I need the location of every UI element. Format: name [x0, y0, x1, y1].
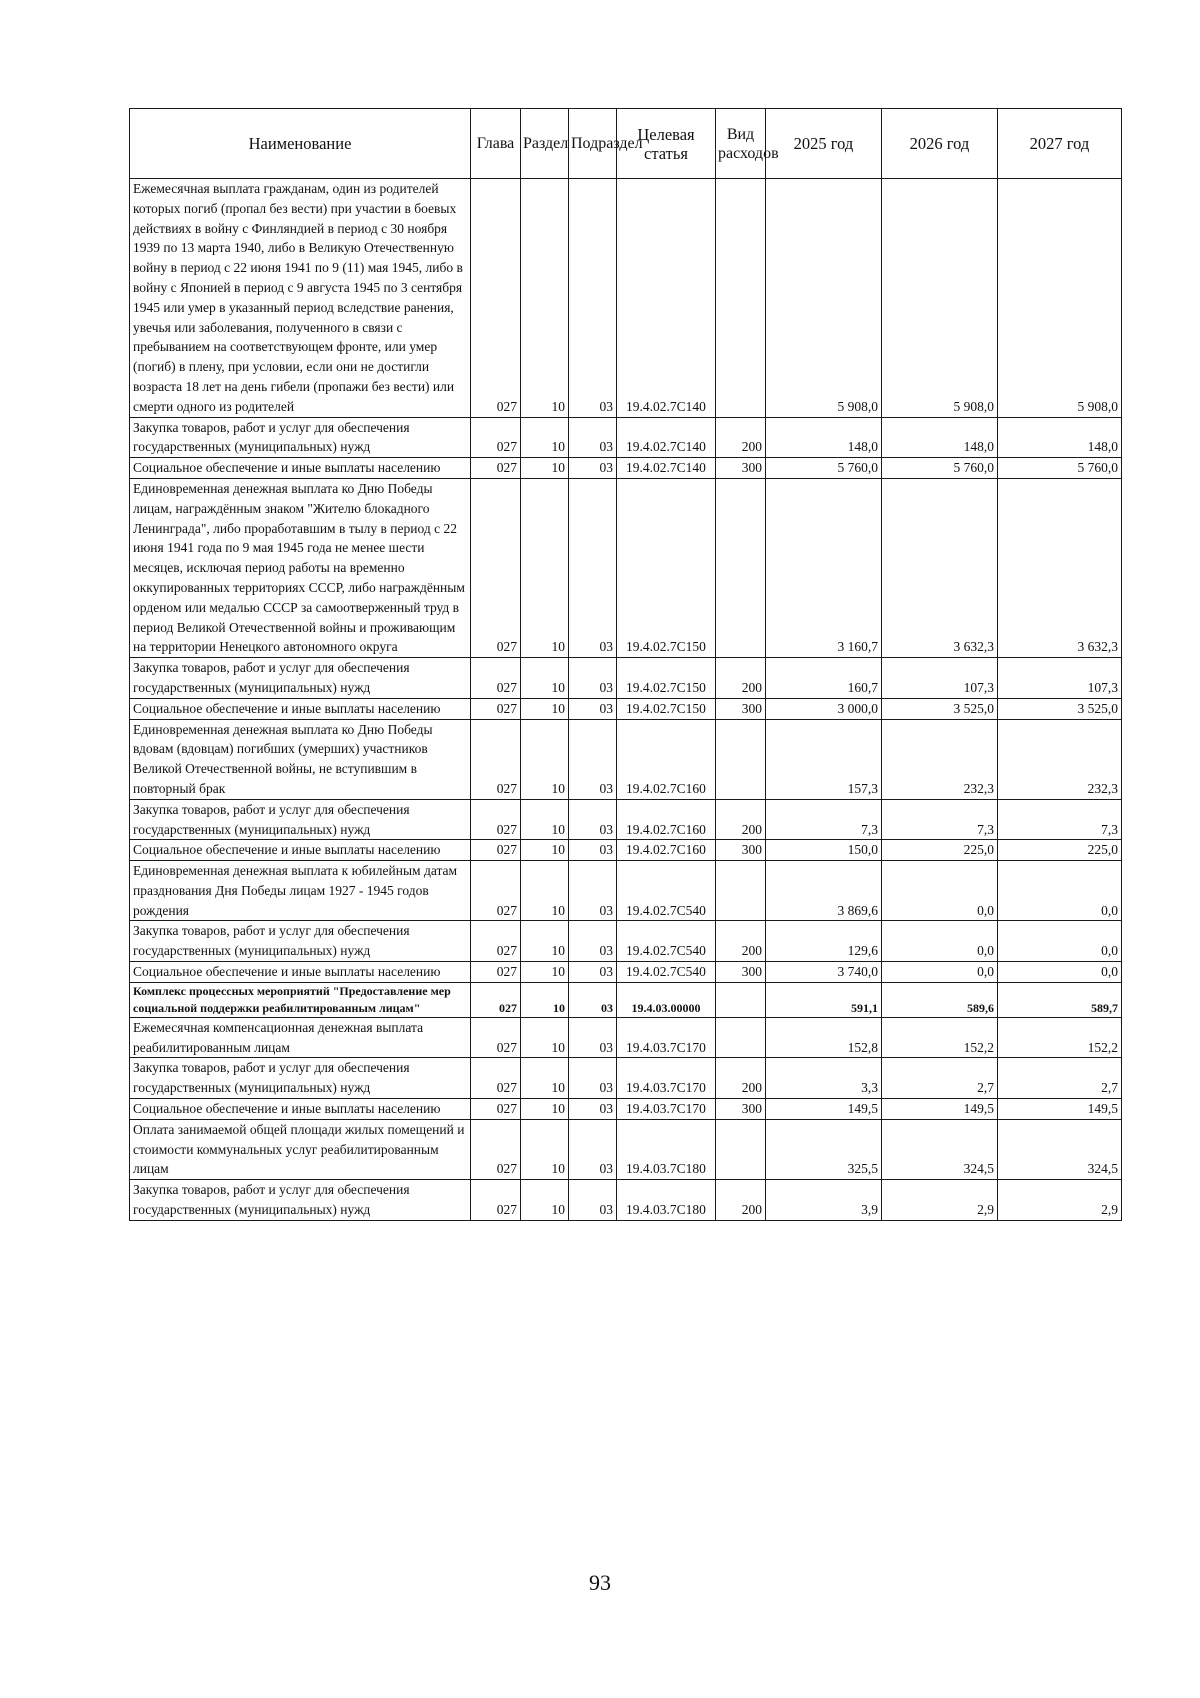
row-chapter: 027: [471, 962, 521, 983]
row-section: 10: [521, 458, 569, 479]
row-name: Закупка товаров, работ и услуг для обеспечения государственных (муниципальных) нужд: [130, 799, 471, 840]
header-chapter: Глава: [471, 109, 521, 179]
row-chapter: 027: [471, 1017, 521, 1058]
row-value-2027: 324,5: [998, 1119, 1122, 1179]
row-expense-type: 300: [716, 458, 766, 479]
row-value-2027: 5 760,0: [998, 458, 1122, 479]
row-target: 19.4.02.7С140: [617, 458, 716, 479]
row-value-2027: 225,0: [998, 840, 1122, 861]
row-value-2026: 589,6: [882, 982, 998, 1017]
row-expense-type: 200: [716, 658, 766, 699]
table-row: [130, 719, 1122, 799]
row-value-2026: 107,3: [882, 658, 998, 699]
row-target: 19.4.02.7С540: [617, 962, 716, 983]
header-target: Целевая статья: [617, 109, 716, 179]
header-2027: 2027 год: [998, 109, 1122, 179]
row-value-2026: 149,5: [882, 1099, 998, 1120]
row-value-2027: 149,5: [998, 1099, 1122, 1120]
row-value-2025: 3 740,0: [766, 962, 882, 983]
row-value-2026: 232,3: [882, 719, 998, 799]
row-expense-type: [716, 1119, 766, 1179]
row-target: 19.4.02.7С140: [617, 179, 716, 418]
row-section: 10: [521, 1180, 569, 1221]
row-chapter: 027: [471, 458, 521, 479]
row-target: 19.4.02.7С540: [617, 921, 716, 962]
table-row: [130, 861, 1122, 921]
row-chapter: 027: [471, 1058, 521, 1099]
budget-table: [129, 108, 1122, 1221]
row-name: Единовременная денежная выплата к юбилейным датам празднования Дня Победы лицам 1927 - 1945 годов рождения: [130, 861, 471, 921]
row-expense-type: 200: [716, 1058, 766, 1099]
row-value-2027: 0,0: [998, 861, 1122, 921]
row-subsection: 03: [569, 1099, 617, 1120]
header-row: [130, 109, 1122, 179]
row-subsection: 03: [569, 840, 617, 861]
row-section: 10: [521, 962, 569, 983]
row-target: 19.4.02.7С140: [617, 417, 716, 458]
header-expense-type: Вид расходов: [716, 109, 766, 179]
row-expense-type: 200: [716, 921, 766, 962]
row-value-2027: 2,9: [998, 1180, 1122, 1221]
row-subsection: 03: [569, 658, 617, 699]
row-chapter: 027: [471, 840, 521, 861]
row-section: 10: [521, 921, 569, 962]
row-subsection: 03: [569, 1058, 617, 1099]
row-section: 10: [521, 861, 569, 921]
row-target: 19.4.02.7С160: [617, 799, 716, 840]
row-value-2027: 232,3: [998, 719, 1122, 799]
row-section: 10: [521, 179, 569, 418]
table-body: [130, 179, 1122, 1221]
row-subsection: 03: [569, 417, 617, 458]
row-chapter: 027: [471, 1099, 521, 1120]
row-value-2026: 148,0: [882, 417, 998, 458]
row-subsection: 03: [569, 921, 617, 962]
row-chapter: 027: [471, 1119, 521, 1179]
row-section: 10: [521, 799, 569, 840]
header-section: Раздел: [521, 109, 569, 179]
row-value-2027: 152,2: [998, 1017, 1122, 1058]
row-subsection: 03: [569, 1017, 617, 1058]
row-value-2025: 5 760,0: [766, 458, 882, 479]
row-target: 19.4.03.7С170: [617, 1099, 716, 1120]
row-value-2025: 157,3: [766, 719, 882, 799]
row-expense-type: [716, 1017, 766, 1058]
row-value-2027: 0,0: [998, 962, 1122, 983]
row-section: 10: [521, 982, 569, 1017]
table-row: [130, 799, 1122, 840]
row-chapter: 027: [471, 478, 521, 657]
row-name: Закупка товаров, работ и услуг для обеспечения государственных (муниципальных) нужд: [130, 417, 471, 458]
header-2025: 2025 год: [766, 109, 882, 179]
row-name: Закупка товаров, работ и услуг для обеспечения государственных (муниципальных) нужд: [130, 1180, 471, 1221]
row-chapter: 027: [471, 1180, 521, 1221]
row-section: 10: [521, 1119, 569, 1179]
table-header: [130, 109, 1122, 179]
row-section: 10: [521, 698, 569, 719]
row-name: Единовременная денежная выплата ко Дню Победы лицам, награждённым знаком "Жителю блокадного Ленинграда", либо проработавшим в тылу в период с 22 июня 1941 года по 9 мая 1945 года не менее шести месяцев, исключая период работы на временно оккупированных территориях СССР, либо награждённым орденом или медалью СССР за самоотверженный труд в период Великой Отечественной войны и проживающим на территории Ненецкого автономного округа: [130, 478, 471, 657]
row-section: 10: [521, 658, 569, 699]
row-value-2026: 3 525,0: [882, 698, 998, 719]
row-value-2025: 3 160,7: [766, 478, 882, 657]
row-target: 19.4.03.7С170: [617, 1058, 716, 1099]
row-name: Социальное обеспечение и иные выплаты населению: [130, 962, 471, 983]
row-value-2026: 0,0: [882, 962, 998, 983]
row-name: Закупка товаров, работ и услуг для обеспечения государственных (муниципальных) нужд: [130, 921, 471, 962]
row-name: Социальное обеспечение и иные выплаты населению: [130, 1099, 471, 1120]
row-name: Социальное обеспечение и иные выплаты населению: [130, 840, 471, 861]
row-value-2025: 3 869,6: [766, 861, 882, 921]
row-chapter: 027: [471, 921, 521, 962]
row-subsection: 03: [569, 799, 617, 840]
row-chapter: 027: [471, 698, 521, 719]
row-chapter: 027: [471, 658, 521, 699]
row-expense-type: 200: [716, 799, 766, 840]
row-name: Закупка товаров, работ и услуг для обеспечения государственных (муниципальных) нужд: [130, 658, 471, 699]
row-expense-type: [716, 478, 766, 657]
page-number: 93: [589, 1570, 611, 1595]
row-subsection: 03: [569, 1180, 617, 1221]
row-subsection: 03: [569, 478, 617, 657]
table-row: [130, 1119, 1122, 1179]
row-section: 10: [521, 719, 569, 799]
row-value-2025: 591,1: [766, 982, 882, 1017]
row-value-2025: 149,5: [766, 1099, 882, 1120]
row-value-2027: 2,7: [998, 1058, 1122, 1099]
row-section: 10: [521, 417, 569, 458]
row-expense-type: [716, 719, 766, 799]
row-target: 19.4.03.7С180: [617, 1119, 716, 1179]
row-value-2026: 152,2: [882, 1017, 998, 1058]
table-row: [130, 1180, 1122, 1221]
row-value-2027: 107,3: [998, 658, 1122, 699]
row-subsection: 03: [569, 861, 617, 921]
row-expense-type: 300: [716, 698, 766, 719]
table-row: [130, 962, 1122, 983]
row-section: 10: [521, 1099, 569, 1120]
row-target: 19.4.03.7С170: [617, 1017, 716, 1058]
table-row: [130, 698, 1122, 719]
row-expense-type: [716, 179, 766, 418]
row-value-2027: 148,0: [998, 417, 1122, 458]
row-subsection: 03: [569, 179, 617, 418]
row-value-2027: 0,0: [998, 921, 1122, 962]
row-value-2027: 589,7: [998, 982, 1122, 1017]
row-name: Социальное обеспечение и иные выплаты населению: [130, 458, 471, 479]
row-chapter: 027: [471, 982, 521, 1017]
row-name: Единовременная денежная выплата ко Дню Победы вдовам (вдовцам) погибших (умерших) участников Великой Отечественной войны, не вступившим в повторный брак: [130, 719, 471, 799]
row-target: 19.4.02.7С150: [617, 658, 716, 699]
row-subsection: 03: [569, 458, 617, 479]
row-expense-type: 200: [716, 1180, 766, 1221]
row-subsection: 03: [569, 962, 617, 983]
row-value-2026: 2,7: [882, 1058, 998, 1099]
row-name: Социальное обеспечение и иные выплаты населению: [130, 698, 471, 719]
row-expense-type: [716, 861, 766, 921]
table-row: [130, 478, 1122, 657]
row-subsection: 03: [569, 698, 617, 719]
row-target: 19.4.02.7С150: [617, 698, 716, 719]
row-name: Комплекс процессных мероприятий "Предоставление мер социальной поддержки реабилитированным лицам": [130, 982, 471, 1017]
row-value-2026: 324,5: [882, 1119, 998, 1179]
row-target: 19.4.02.7С160: [617, 719, 716, 799]
table-row: [130, 921, 1122, 962]
row-chapter: 027: [471, 417, 521, 458]
row-section: 10: [521, 1058, 569, 1099]
header-subsection: Подраздел: [569, 109, 617, 179]
row-section: 10: [521, 478, 569, 657]
row-name: Ежемесячная выплата гражданам, один из родителей которых погиб (пропал без вести) при участии в боевых действиях в войну с Финляндией в период с 30 ноября 1939 по 13 марта 1940, либо в Великую Отечественную войну в период с 22 июня 1941 по 9 (11) мая 1945, либо в войну с Японией в период с 9 августа 1945 по 3 сентября 1945 или умер в указанный период вследствие ранения, увечья или заболевания, полученного в связи с пребыванием на соответствующем фронте, или умер (погиб) в плену, при условии, если они не достигли возраста 18 лет на день гибели (пропажи без вести) или смерти одного из родителей: [130, 179, 471, 418]
row-chapter: 027: [471, 799, 521, 840]
header-2026: 2026 год: [882, 109, 998, 179]
row-name: Ежемесячная компенсационная денежная выплата реабилитированным лицам: [130, 1017, 471, 1058]
row-value-2026: 3 632,3: [882, 478, 998, 657]
table-row: [130, 1017, 1122, 1058]
row-section: 10: [521, 1017, 569, 1058]
row-target: 19.4.02.7С540: [617, 861, 716, 921]
row-section: 10: [521, 840, 569, 861]
row-expense-type: 200: [716, 417, 766, 458]
row-value-2027: 7,3: [998, 799, 1122, 840]
row-target: 19.4.03.7С180: [617, 1180, 716, 1221]
row-subsection: 03: [569, 1119, 617, 1179]
row-value-2026: 2,9: [882, 1180, 998, 1221]
row-value-2026: 0,0: [882, 921, 998, 962]
row-expense-type: 300: [716, 962, 766, 983]
row-name: Закупка товаров, работ и услуг для обеспечения государственных (муниципальных) нужд: [130, 1058, 471, 1099]
header-name: Наименование: [130, 109, 471, 179]
row-expense-type: [716, 982, 766, 1017]
row-value-2025: 160,7: [766, 658, 882, 699]
table-row: [130, 179, 1122, 418]
row-chapter: 027: [471, 861, 521, 921]
row-target: 19.4.02.7С160: [617, 840, 716, 861]
row-value-2027: 5 908,0: [998, 179, 1122, 418]
row-target: 19.4.02.7С150: [617, 478, 716, 657]
row-value-2025: 152,8: [766, 1017, 882, 1058]
row-value-2027: 3 632,3: [998, 478, 1122, 657]
table-row: [130, 1058, 1122, 1099]
row-value-2025: 5 908,0: [766, 179, 882, 418]
row-value-2025: 3,9: [766, 1180, 882, 1221]
row-expense-type: 300: [716, 1099, 766, 1120]
row-value-2025: 150,0: [766, 840, 882, 861]
row-value-2025: 148,0: [766, 417, 882, 458]
row-value-2025: 325,5: [766, 1119, 882, 1179]
row-chapter: 027: [471, 179, 521, 418]
row-value-2026: 0,0: [882, 861, 998, 921]
row-subsection: 03: [569, 982, 617, 1017]
row-value-2025: 3 000,0: [766, 698, 882, 719]
row-expense-type: 300: [716, 840, 766, 861]
row-value-2025: 7,3: [766, 799, 882, 840]
row-chapter: 027: [471, 719, 521, 799]
table-row: [130, 658, 1122, 699]
row-value-2026: 5 908,0: [882, 179, 998, 418]
table-row: [130, 417, 1122, 458]
row-target: 19.4.03.00000: [617, 982, 716, 1017]
row-value-2027: 3 525,0: [998, 698, 1122, 719]
row-value-2025: 129,6: [766, 921, 882, 962]
table-row: [130, 982, 1122, 1017]
row-name: Оплата занимаемой общей площади жилых помещений и стоимости коммунальных услуг реабилитированным лицам: [130, 1119, 471, 1179]
table-row: [130, 840, 1122, 861]
row-value-2025: 3,3: [766, 1058, 882, 1099]
row-value-2026: 225,0: [882, 840, 998, 861]
table-row: [130, 458, 1122, 479]
row-subsection: 03: [569, 719, 617, 799]
row-value-2026: 5 760,0: [882, 458, 998, 479]
table-row: [130, 1099, 1122, 1120]
row-value-2026: 7,3: [882, 799, 998, 840]
